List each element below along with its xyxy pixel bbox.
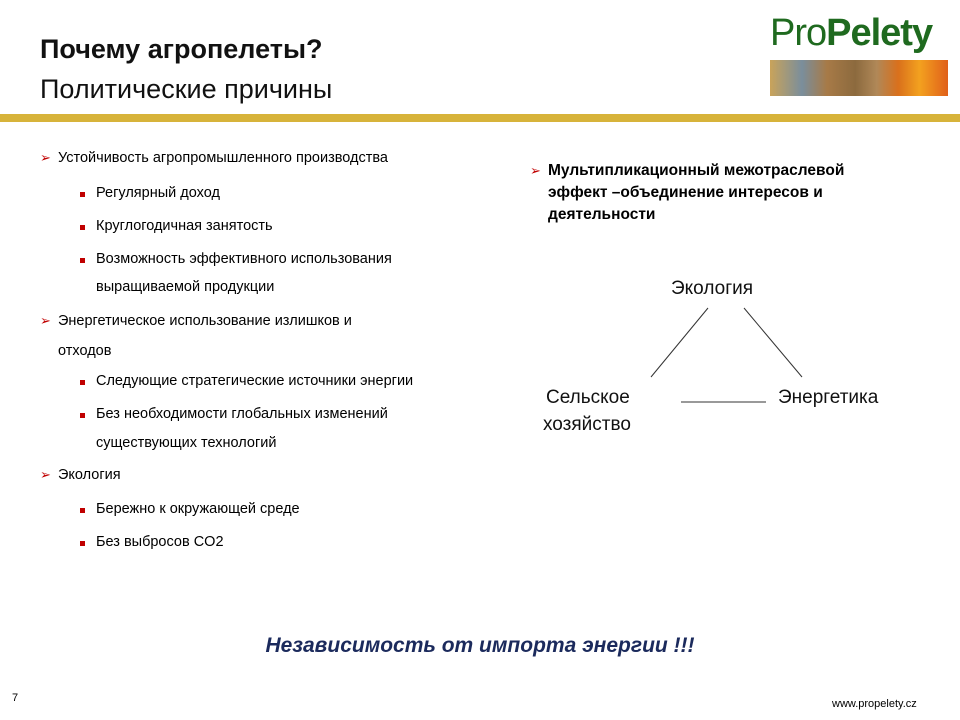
- footer-url: www.propelety.cz: [832, 698, 917, 710]
- diagram-node-agriculture-line2: хозяйство: [543, 414, 631, 435]
- item-label: Круглогодичная занятость: [96, 218, 273, 234]
- section-label: Экология: [58, 467, 121, 483]
- section-label: Энергетическое использование излишков и: [58, 313, 352, 329]
- logo-pro: Pro: [770, 12, 827, 54]
- logo-pelety: Pelety: [826, 12, 933, 54]
- diagram-node-ecology: Экология: [671, 278, 754, 299]
- heading-line: Мультипликационный межотраслевой: [548, 162, 845, 179]
- arrow-bullet-icon: ➢: [40, 313, 51, 328]
- diagram-node-agriculture: Сельское: [546, 387, 630, 408]
- diagram-node-energy: Энергетика: [778, 387, 879, 408]
- item-label: существующих технологий: [96, 435, 277, 451]
- item-label: Возможность эффективного использования: [96, 251, 392, 267]
- arrow-bullet-icon: ➢: [530, 163, 541, 178]
- item-label: Регулярный доход: [96, 185, 220, 201]
- arrow-bullet-icon: ➢: [40, 467, 51, 482]
- slide-subtitle: Политические причины: [40, 74, 333, 104]
- section-label: отходов: [58, 343, 112, 359]
- diagram-edge: [651, 308, 708, 377]
- item-label: выращиваемой продукции: [96, 279, 275, 295]
- closing-statement: Независимость от импорта энергии !!!: [265, 634, 695, 657]
- item-label: Следующие стратегические источники энергии: [96, 373, 414, 389]
- item-label: Без выбросов CO2: [96, 534, 224, 550]
- page-number: 7: [12, 692, 19, 704]
- arrow-bullet-icon: ➢: [40, 150, 51, 165]
- heading-line: деятельности: [548, 206, 656, 223]
- item-label: Без необходимости глобальных изменений: [96, 406, 388, 422]
- diagram-edge: [744, 308, 802, 377]
- item-label: Бережно к окружающей среде: [96, 501, 300, 517]
- slide-title: Почему агропелеты?: [40, 34, 323, 64]
- section-label: Устойчивость агропромышленного производства: [58, 150, 388, 166]
- heading-line: эффект –объединение интересов и: [548, 184, 823, 201]
